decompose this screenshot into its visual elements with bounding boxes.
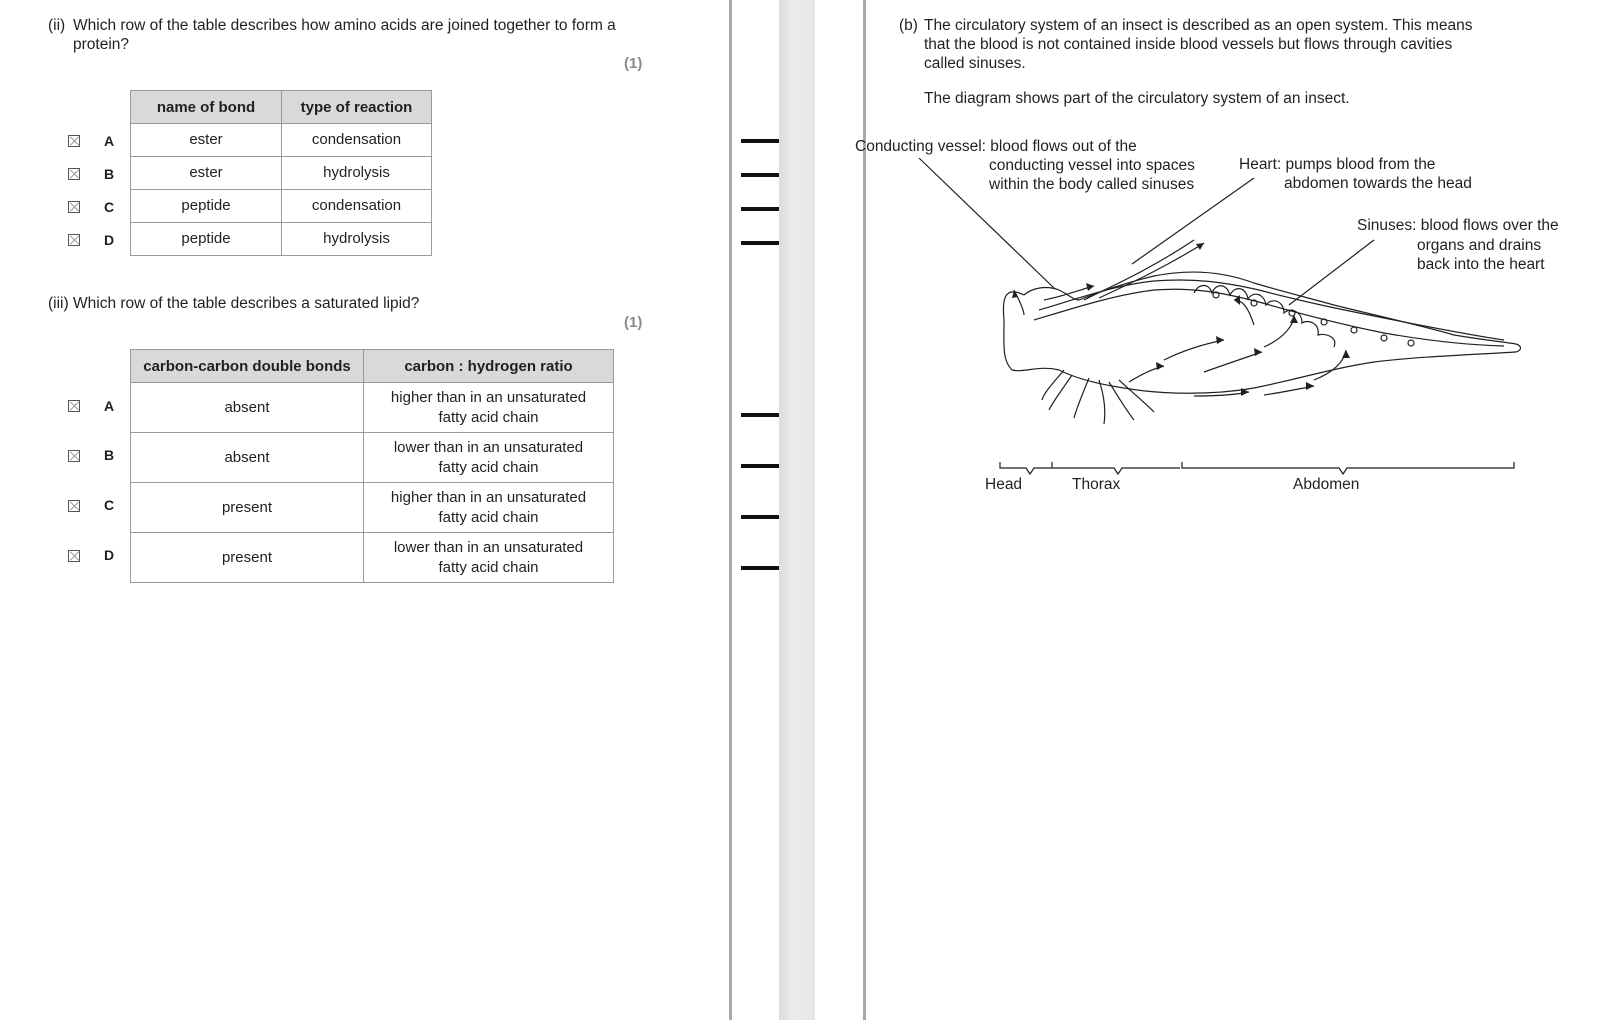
- margin-tick: [741, 413, 779, 417]
- table-cell: absent: [131, 433, 364, 483]
- label-sinuses-line1: Sinuses: blood flows over the: [1357, 217, 1559, 234]
- question-iii-marks: (1): [624, 314, 643, 331]
- table-cell-line: higher than in an unsaturated: [390, 388, 587, 406]
- part-b-text: The circulatory system of an insect is described as an open system. This means that the blood is not contained inside blood vessels but flows through cavities called sinuses.: [924, 17, 1473, 72]
- margin-tick: [741, 173, 779, 177]
- table-row: [131, 483, 614, 533]
- margin-tick: [741, 515, 779, 519]
- table-cell: peptide: [131, 190, 282, 223]
- margin-tick: [741, 241, 779, 245]
- table-iii-header-bonds: carbon-carbon double bonds: [131, 350, 364, 383]
- flow-arrowheads: [1012, 243, 1350, 396]
- table-row: [131, 190, 432, 223]
- question-iii: [48, 294, 648, 313]
- table-cell-line: lower than in an unsaturated: [393, 538, 584, 556]
- right-page: [855, 0, 1602, 1020]
- insect-outline: [919, 158, 1521, 474]
- table-cell: condensation: [282, 190, 432, 223]
- label-sinuses-line3: back into the heart: [1417, 256, 1545, 273]
- checkbox-ii-a[interactable]: [68, 135, 80, 147]
- margin-tick: [741, 566, 779, 570]
- table-ii-header-reaction: type of reaction: [282, 91, 432, 124]
- table-cell: ester: [131, 157, 282, 190]
- table-iii-header-ratio: carbon : hydrogen ratio: [364, 350, 614, 383]
- option-iii-d-letter: D: [104, 547, 115, 563]
- table-ii: [130, 90, 432, 256]
- table-cell-line: fatty acid chain: [438, 408, 539, 426]
- checkbox-ii-d[interactable]: [68, 234, 80, 246]
- table-cell: hydrolysis: [282, 223, 432, 256]
- table-row: [131, 433, 614, 483]
- table-ii-header-bond: name of bond: [131, 91, 282, 124]
- table-cell-line: higher than in an unsaturated: [390, 488, 587, 506]
- table-cell: [364, 383, 614, 433]
- option-iii-c-letter: C: [104, 497, 115, 513]
- left-page: [0, 0, 730, 1020]
- margin-tick: [741, 207, 779, 211]
- part-b-text-2: The diagram shows part of the circulatory system of an insect.: [924, 90, 1350, 107]
- label-conducting-vessel-line1: Conducting vessel: blood flows out of the: [855, 138, 1137, 155]
- label-heart-line2: abdomen towards the head: [1284, 175, 1472, 192]
- checkbox-iii-b[interactable]: [68, 450, 80, 462]
- table-cell: present: [131, 533, 364, 583]
- label-abdomen: Abdomen: [1293, 476, 1360, 493]
- option-ii-b-letter: B: [104, 166, 115, 182]
- table-row: [131, 533, 614, 583]
- checkbox-iii-a[interactable]: [68, 400, 80, 412]
- table-cell: peptide: [131, 223, 282, 256]
- table-cell: absent: [131, 383, 364, 433]
- checkbox-iii-c[interactable]: [68, 500, 80, 512]
- label-heart-line1: Heart: pumps blood from the: [1239, 156, 1436, 173]
- table-row: [131, 223, 432, 256]
- option-ii-a-letter: A: [104, 133, 115, 149]
- table-cell-line: fatty acid chain: [438, 558, 539, 576]
- label-sinuses-line2: organs and drains: [1417, 237, 1542, 254]
- checkbox-iii-d[interactable]: [68, 550, 80, 562]
- table-iii: [130, 349, 614, 583]
- question-ii-marks: (1): [624, 55, 643, 72]
- table-cell: [364, 483, 614, 533]
- table-cell: condensation: [282, 124, 432, 157]
- table-cell-line: fatty acid chain: [438, 508, 539, 526]
- table-cell: hydrolysis: [282, 157, 432, 190]
- option-iii-a-letter: A: [104, 398, 115, 414]
- label-conducting-vessel-line2: conducting vessel into spaces: [989, 157, 1195, 174]
- table-row: [131, 124, 432, 157]
- margin-tick: [741, 464, 779, 468]
- table-cell-line: lower than in an unsaturated: [393, 438, 584, 456]
- option-ii-d-letter: D: [104, 232, 115, 248]
- label-head: Head: [985, 476, 1023, 493]
- table-cell: [364, 533, 614, 583]
- checkbox-ii-b[interactable]: [68, 168, 80, 180]
- table-cell: ester: [131, 124, 282, 157]
- part-b-number: (b): [899, 17, 918, 34]
- table-row: [131, 157, 432, 190]
- margin-tick: [741, 139, 779, 143]
- table-cell-line: fatty acid chain: [438, 458, 539, 476]
- question-ii-text: Which row of the table describes how amino acids are joined together to form a protein?: [73, 17, 616, 53]
- table-cell: present: [131, 483, 364, 533]
- label-thorax: Thorax: [1072, 476, 1121, 493]
- label-conducting-vessel-line3: within the body called sinuses: [989, 176, 1195, 193]
- question-iii-text: Which row of the table describes a saturated lipid?: [73, 295, 420, 312]
- question-ii-number: (ii): [48, 17, 66, 34]
- page-gutter: [779, 0, 815, 1020]
- question-ii: [48, 16, 648, 54]
- table-row: [131, 383, 614, 433]
- option-ii-c-letter: C: [104, 199, 115, 215]
- question-iii-number: (iii): [48, 295, 69, 312]
- margin-line-left: [729, 0, 732, 1020]
- table-cell: [364, 433, 614, 483]
- checkbox-ii-c[interactable]: [68, 201, 80, 213]
- option-iii-b-letter: B: [104, 447, 115, 463]
